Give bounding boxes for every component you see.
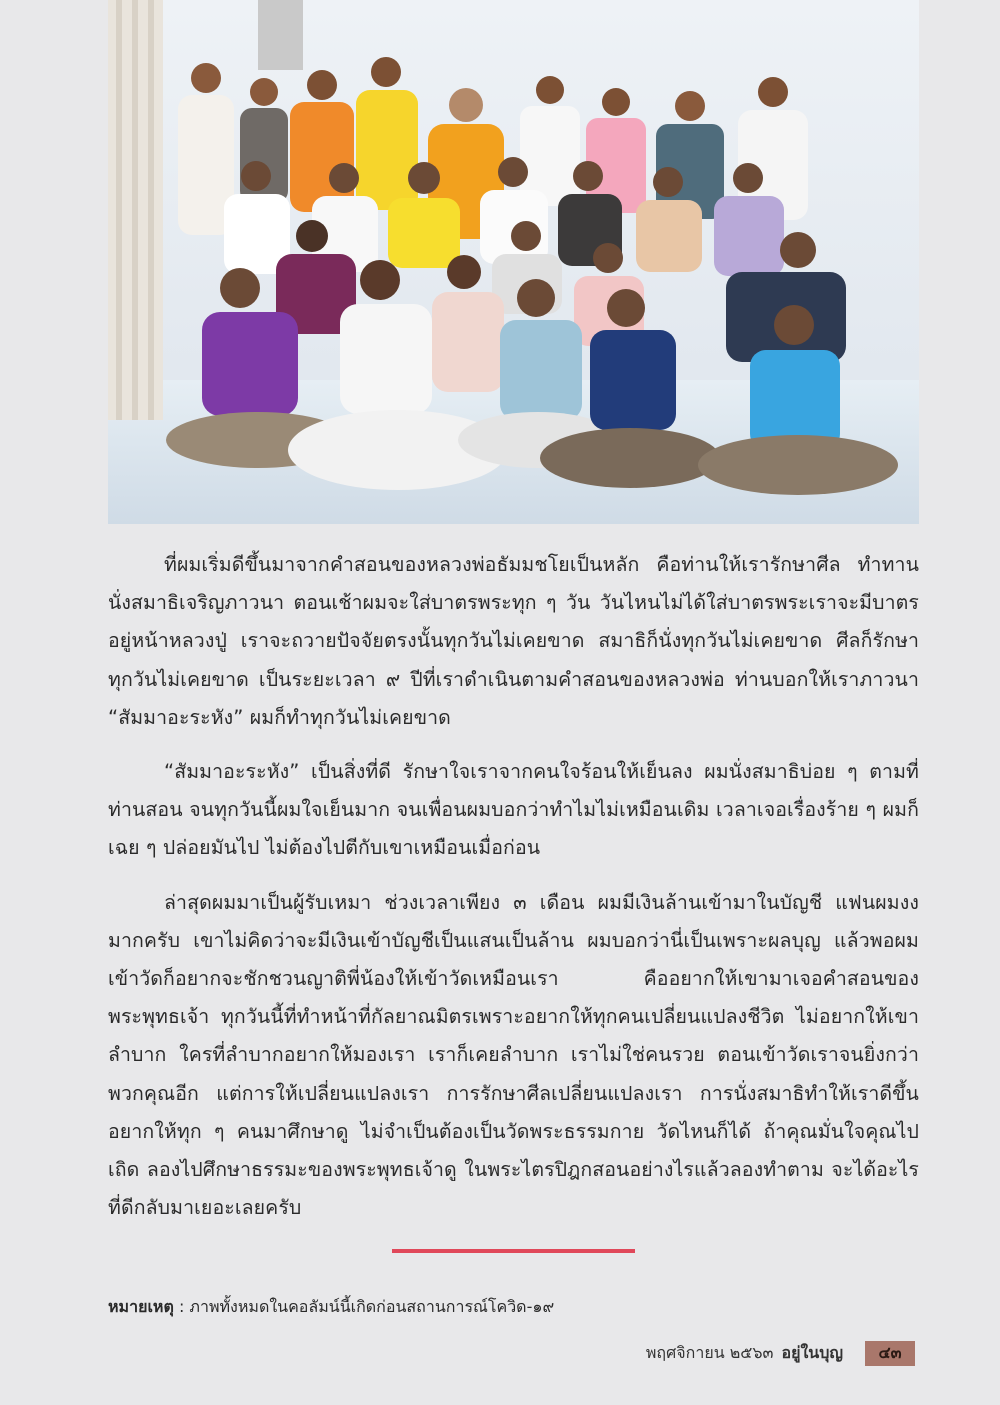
section-divider: [392, 1249, 635, 1253]
group-photo-image: [108, 0, 919, 524]
article-body: [108, 546, 919, 1243]
footnote-text: ภาพทั้งหมดในคอลัมน์นี้เกิดก่อนสถานการณ์โควิด-๑๙: [189, 1297, 555, 1316]
footnote-label: หมายเหตุ: [108, 1297, 174, 1316]
magazine-name: อยู่ในบุญ: [781, 1343, 843, 1362]
issue-date: พฤศจิกายน ๒๕๖๓: [645, 1343, 774, 1362]
paragraph: ล่าสุดผมมาเป็นผู้รับเหมา ช่วงเวลาเพียง ๓ เดือน ผมมีเงินล้านเข้ามาในบัญชี แฟนผมงงมากครับ เขาไม่คิดว่าจะมีเงินเข้าบัญชีเป็นแสนเป็นล้าน ผมบอกว่านี่เป็นเพราะผลบุญ แล้วพอผมเข้าวัดก็อยากจะชักชวนญาติพี่น้องให้เข้าวัดเหมือนเรา คืออยากให้เขามาเจอคำสอนของพระพุทธเจ้า ทุกวันนี้ที่ทำหน้าที่กัลยาณมิตรเพราะอยากให้ทุกคนเปลี่ยนแปลงชีวิต ไม่อยากให้เขาลำบาก ใครที่ลำบากอยากให้มองเรา เราก็เคยลำบาก เราไม่ใช่คนรวย ตอนเข้าวัดเราจนยิ่งกว่าพวกคุณอีก แต่การให้เปลี่ยนแปลงเรา การรักษาศีลเปลี่ยนแปลงเรา การนั่งสมาธิทำให้เราดีขึ้น อยากให้ทุก ๆ คนมาศึกษาดู ไม่จำเป็นต้องเป็นวัดพระธรรมกาย วัดไหนก็ได้ ถ้าคุณมั่นใจคุณไปเถิด ลองไปศึกษาธรรมะของพระพุทธเจ้าดู ในพระไตรปิฎกสอนอย่างไรแล้วลองทำตาม จะได้อะไรที่ดีกลับมาเยอะเลยครับ: [108, 890, 919, 1220]
footnote-separator: :: [173, 1297, 190, 1316]
paragraph: ที่ผมเริ่มดีขึ้นมาจากคำสอนของหลวงพ่อธัมมชโยเป็นหลัก คือท่านให้เรารักษาศีล ทำทาน นั่งสมาธิเจริญภาวนา ตอนเช้าผมจะใส่บาตรพระทุก ๆ วัน วันไหนไม่ได้ใส่บาตรพระเราจะมีบาตรอยู่หน้าหลวงปู่ เราจะถวายปัจจัยตรงนั้นทุกวันไม่เคยขาด สมาธิก็นั่งทุกวันไม่เคยขาด ศีลก็รักษาทุกวันไม่เคยขาด เป็นระยะเวลา ๙ ปีที่เราดำเนินตามคำสอนของหลวงพ่อ ท่านบอกให้เราภาวนา “สัมมาอะระหัง” ผมก็ทำทุกวันไม่เคยขาด: [108, 553, 919, 729]
footnote: [108, 1295, 554, 1320]
page-footer: [646, 1341, 915, 1366]
group-photo: [108, 0, 919, 524]
paragraph: “สัมมาอะระหัง” เป็นสิ่งที่ดี รักษาใจเราจากคนใจร้อนให้เย็นลง ผมนั่งสมาธิบ่อย ๆ ตามที่ท่านสอน จนทุกวันนี้ผมใจเย็นมาก จนเพื่อนผมบอกว่าทำไมไม่เหมือนเดิม เวลาเจอเรื่องร้าย ๆ ผมก็เฉย ๆ ปล่อยมันไป ไม่ต้องไปตีกับเขาเหมือนเมื่อก่อน: [108, 760, 919, 860]
page-number: ๔๓: [865, 1341, 915, 1366]
